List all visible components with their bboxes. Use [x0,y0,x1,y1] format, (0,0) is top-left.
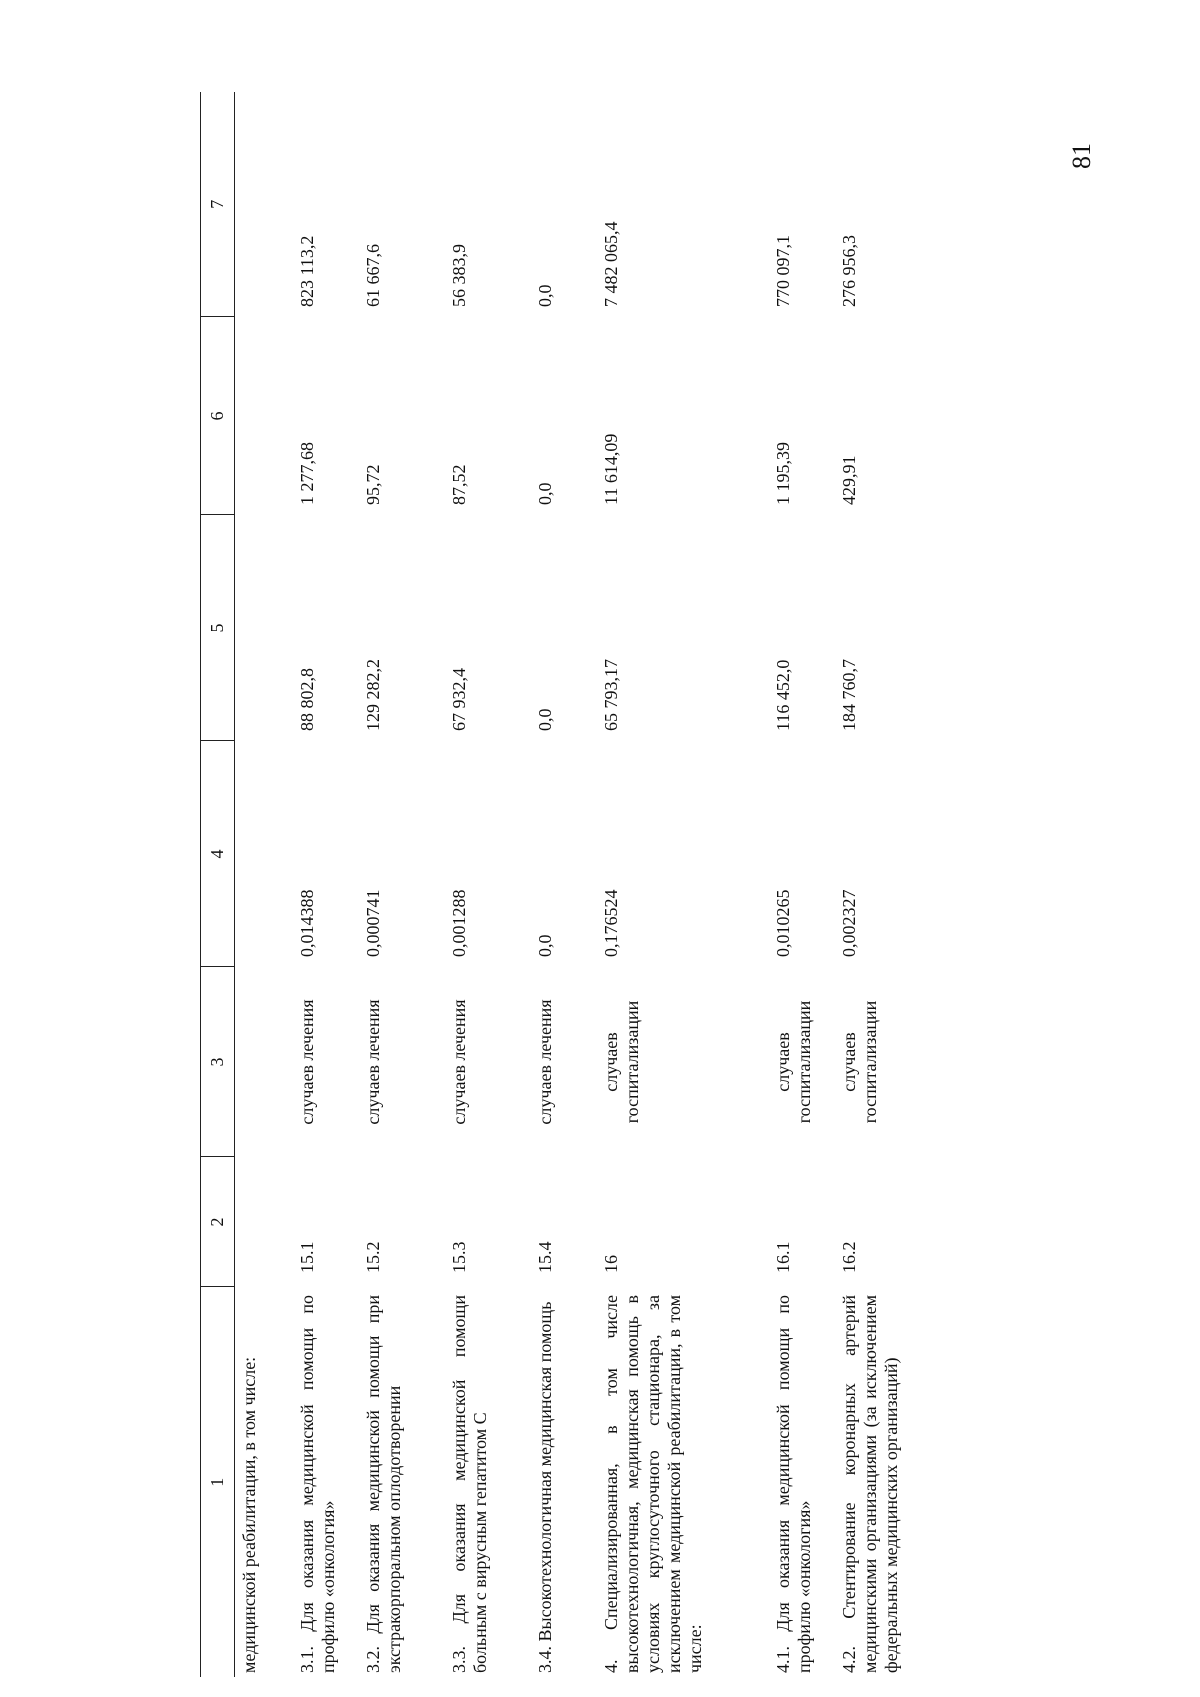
row-col6: 87,52 [449,464,469,505]
row-code: 15.1 [297,1241,317,1273]
row-col6: 11 614,09 [601,433,621,505]
row-col5: 0,0 [535,708,555,731]
column-header-6: 6 [201,317,235,515]
row-col7: 61 667,6 [363,244,383,307]
rotated-table-container [200,92,1200,1677]
row-col5: 88 802,8 [297,668,317,731]
row-col7: 0,0 [535,284,555,307]
data-table [200,92,939,1677]
row-col4 [235,741,294,967]
row-col4: 0,0 [535,934,555,957]
row-col5: 65 793,17 [601,659,621,731]
column-header-2: 2 [201,1157,235,1287]
row-col6: 95,72 [363,464,383,505]
row-unit: случаев лечения [449,999,469,1125]
row-name: 4.2. Стентирование коронарных артерий медицинскими организациями (за исключением федеральных медицинских организаций) [839,1295,901,1673]
row-col4: 0,176524 [601,889,621,957]
header-row [201,92,235,1677]
row-unit: случаев лечения [535,999,555,1125]
row-col7 [235,92,294,317]
row-code: 16 [601,1255,621,1273]
table-row [293,92,359,1677]
row-unit: случаев лечения [297,999,317,1125]
row-col5 [235,515,294,741]
column-header-3: 3 [201,967,235,1157]
table-row [597,92,769,1677]
row-code: 16.1 [773,1241,793,1273]
row-col7: 276 956,3 [839,235,859,307]
row-name: 3.3. Для оказания медицинской помощи больным с вирусным гепатитом С [449,1295,490,1673]
row-col4: 0,010265 [773,889,793,957]
row-name: 4. Специализированная, в том числе высокотехнологичная, медицинская помощь в условиях круглосуточного стационара, за исключением медицинской реабилитации, в том числе: [601,1295,705,1673]
table-row [235,92,294,1677]
row-col4: 0,000741 [363,889,383,957]
row-name: 3.1. Для оказания медицинской помощи по профилю «онкология» [297,1295,338,1673]
row-code [235,1157,294,1287]
row-name: 4.1. Для оказания медицинской помощи по профилю «онкология» [773,1295,814,1673]
table-row [359,92,445,1677]
row-col7: 770 097,1 [773,235,793,307]
row-col7: 56 383,9 [449,244,469,307]
row-code: 16.2 [839,1241,859,1273]
row-unit [235,967,294,1157]
row-name: 3.4. Высокотехнологичная медицинская помощь [535,1301,555,1673]
row-code: 15.3 [449,1241,469,1273]
row-col6: 1 195,39 [773,442,793,505]
row-code: 15.2 [363,1241,383,1273]
row-col4: 0,001288 [449,889,469,957]
row-unit: случаев лечения [363,999,383,1125]
row-col5: 184 760,7 [839,659,859,731]
row-col7: 823 113,2 [297,235,317,307]
table-row [769,92,835,1677]
column-header-5: 5 [201,515,235,741]
column-header-7: 7 [201,92,235,317]
column-header-1: 1 [201,1287,235,1677]
page-number: 81 [1067,143,1096,169]
row-col5: 116 452,0 [773,659,793,731]
table-row [835,92,939,1677]
row-col6: 1 277,68 [297,442,317,505]
row-col5: 129 282,2 [363,659,383,731]
row-col4: 0,014388 [297,889,317,957]
row-col5: 67 932,4 [449,668,469,731]
row-name: медицинской реабилитации, в том числе: [239,1356,259,1673]
row-col6 [235,317,294,515]
table-row [445,92,531,1677]
row-unit: случаев госпитализации [773,1000,814,1124]
row-unit: случаев госпитализации [601,1000,642,1124]
row-unit: случаев госпитализации [839,1000,880,1124]
row-col7: 7 482 065,4 [601,221,621,307]
column-header-4: 4 [201,741,235,967]
row-name: 3.2. Для оказания медицинской помощи при экстракорпоральном оплодотворении [363,1295,404,1673]
row-code: 15.4 [535,1241,555,1273]
row-col6: 429,91 [839,455,859,505]
table-row [531,92,597,1677]
row-col4: 0,002327 [839,889,859,957]
row-col6: 0,0 [535,482,555,505]
